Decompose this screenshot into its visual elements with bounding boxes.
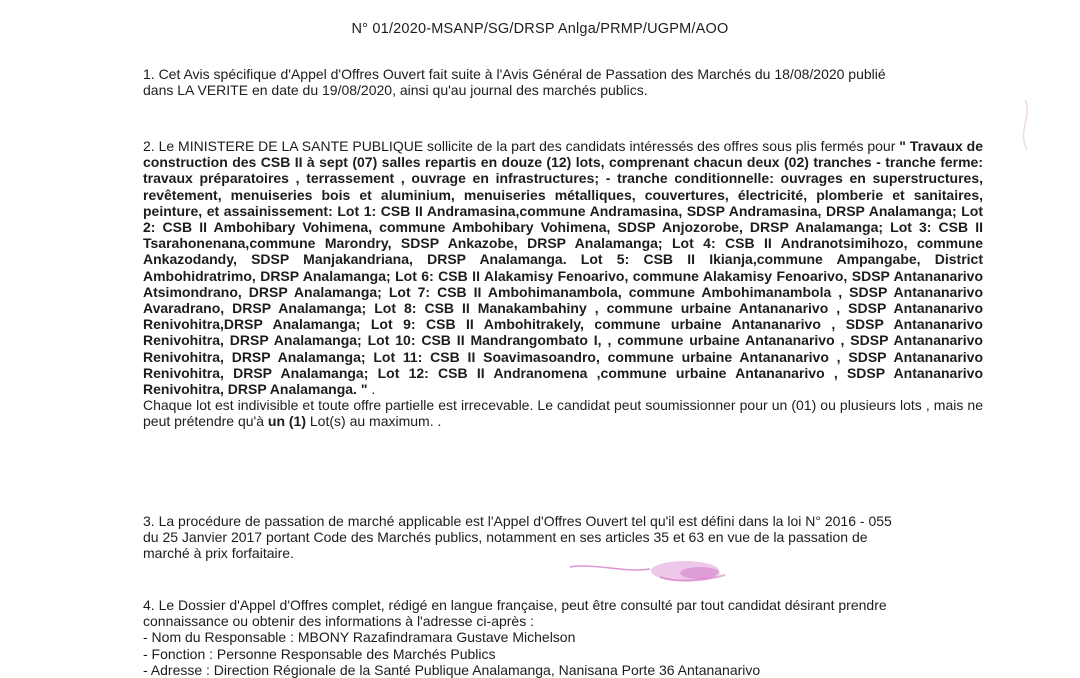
paragraph-1 bbox=[143, 66, 983, 98]
responsible-name: - Nom du Responsable : MBONY Razafindramara Gustave Michelson bbox=[143, 629, 576, 646]
faint-stamp-mark bbox=[1005, 95, 1045, 155]
responsible-function: - Fonction : Personne Responsable des Marchés Publics bbox=[143, 645, 496, 662]
paragraph-3 bbox=[143, 513, 983, 562]
lot-note-part-1: Chaque lot est indivisible et toute offre partielle est irrecevable. Le candidat peut soumissionner pour un (01) ou plusieurs lots , mais ne peut prétendre qu'à bbox=[143, 397, 983, 430]
paragraph-3-line-3: marché à prix forfaitaire. bbox=[143, 545, 294, 562]
paragraph-1-line-1: 1. Cet Avis spécifique d'Appel d'Offres Ouvert fait suite à l'Avis Général de Passation des Marchés du 18/08/2020 publié bbox=[143, 66, 886, 82]
reference-number: N° 01/2020-MSANP/SG/DRSP Anlga/PRMP/UGPM/AOO bbox=[351, 21, 729, 37]
paragraph-2-after-object: . bbox=[367, 381, 376, 398]
responsible-address: - Adresse : Direction Régionale de la Santé Publique Analamanga, Nanisana Porte 36 Antananarivo bbox=[143, 661, 761, 678]
lot-note-max: un (1) bbox=[267, 413, 306, 430]
paragraph-2 bbox=[143, 138, 983, 430]
paragraph-3-line-1: 3. La procédure de passation de marché applicable est l'Appel d'Offres Ouvert tel qu'il est défini dans la loi N° 2016 - 055 bbox=[143, 513, 892, 529]
paragraph-4 bbox=[143, 597, 983, 678]
paragraph-3-line-2: du 25 Janvier 2017 portant Code des Marchés publics, notamment en ses articles 35 et 63 en vue de la passation de bbox=[143, 529, 868, 546]
lot-note-part-2: Lot(s) au maximum. . bbox=[306, 413, 442, 430]
paragraph-4-line-1: 4. Le Dossier d'Appel d'Offres complet, rédigé en langue française, peut être consulté par tout candidat désirant prendre bbox=[143, 597, 887, 613]
stamp-smudge bbox=[565, 555, 735, 595]
paragraph-2-intro: 2. Le MINISTERE DE LA SANTE PUBLIQUE sollicite de la part des candidats intéressés des offres sous plis fermés pour bbox=[143, 138, 900, 154]
paragraph-4-line-2: connaissance ou obtenir des informations à l'adresse ci-après : bbox=[143, 613, 534, 630]
paragraph-2-object: " Travaux de construction des CSB II à sept (07) salles repartis en douze (12) lots, comprenant chacun deux (02) tranches - tranche ferme: travaux préparatoires , terrassement , ouvrage en infrastructures; - tranche conditionnelle: ouvrages en superstructures, revêtement, menuiseries bois et aluminium, menuiseries métalliques, couvertures, électricité, plomberie et sanitaires, peinture, et assainissement: Lot 1: CSB II Andramasina,commune Andramasina, SDSP Andramasina, DRSP Analamanga; Lot 2: CSB II Ambohibary Vohimena, commune Ambohibary Vohimena, SDSP Anjozorobe, DRSP Analamanga; Lot 3: CSB II Tsarahonenana,commune Marondry, SDSP Ankazobe, DRSP Analamanga; Lot 4: CSB II Andranotsimihozo, commune Ankazodandy, SDSP Manjakandriana, DRSP Analamanga. Lot 5: CSB II Ikianja,commune Ampangabe, District Ambohidratrimo, DRSP Analamanga; Lot 6: CSB II Alakamisy Fenoarivo, commune Alakamisy Fenoarivo, SDSP Antananarivo Atsimondrano, DRSP Analamanga; Lot 7: CSB II Ambohimanambola, commune Ambohimanambola , SDSP Antananarivo Avaradrano, DRSP Analamanga; Lot 8: CSB II Manakambahiny , commune urbaine Antananarivo , SDSP Antananarivo Renivohitra,DRSP Analamanga; Lot 9: CSB II Ambohitrakely, commune urbaine Antananarivo , SDSP Antananarivo Renivohitra, DRSP Analamanga; Lot 10: CSB II Mandrangombato I, , commune urbaine Antananarivo , SDSP Antananarivo Renivohitra, DRSP Analamanga; Lot 11: CSB II Soavimasoandro, commune urbaine Antananarivo , SDSP Antananarivo Renivohitra, DRSP Analamanga; Lot 12: CSB II Andranomena ,commune urbaine Antananarivo , SDSP Antananarivo Renivohitra, DRSP Analamanga. " bbox=[143, 138, 983, 398]
paragraph-1-line-2: dans LA VERITE en date du 19/08/2020, ainsi qu'au journal des marchés publics. bbox=[143, 82, 648, 99]
lot-note bbox=[143, 397, 983, 429]
